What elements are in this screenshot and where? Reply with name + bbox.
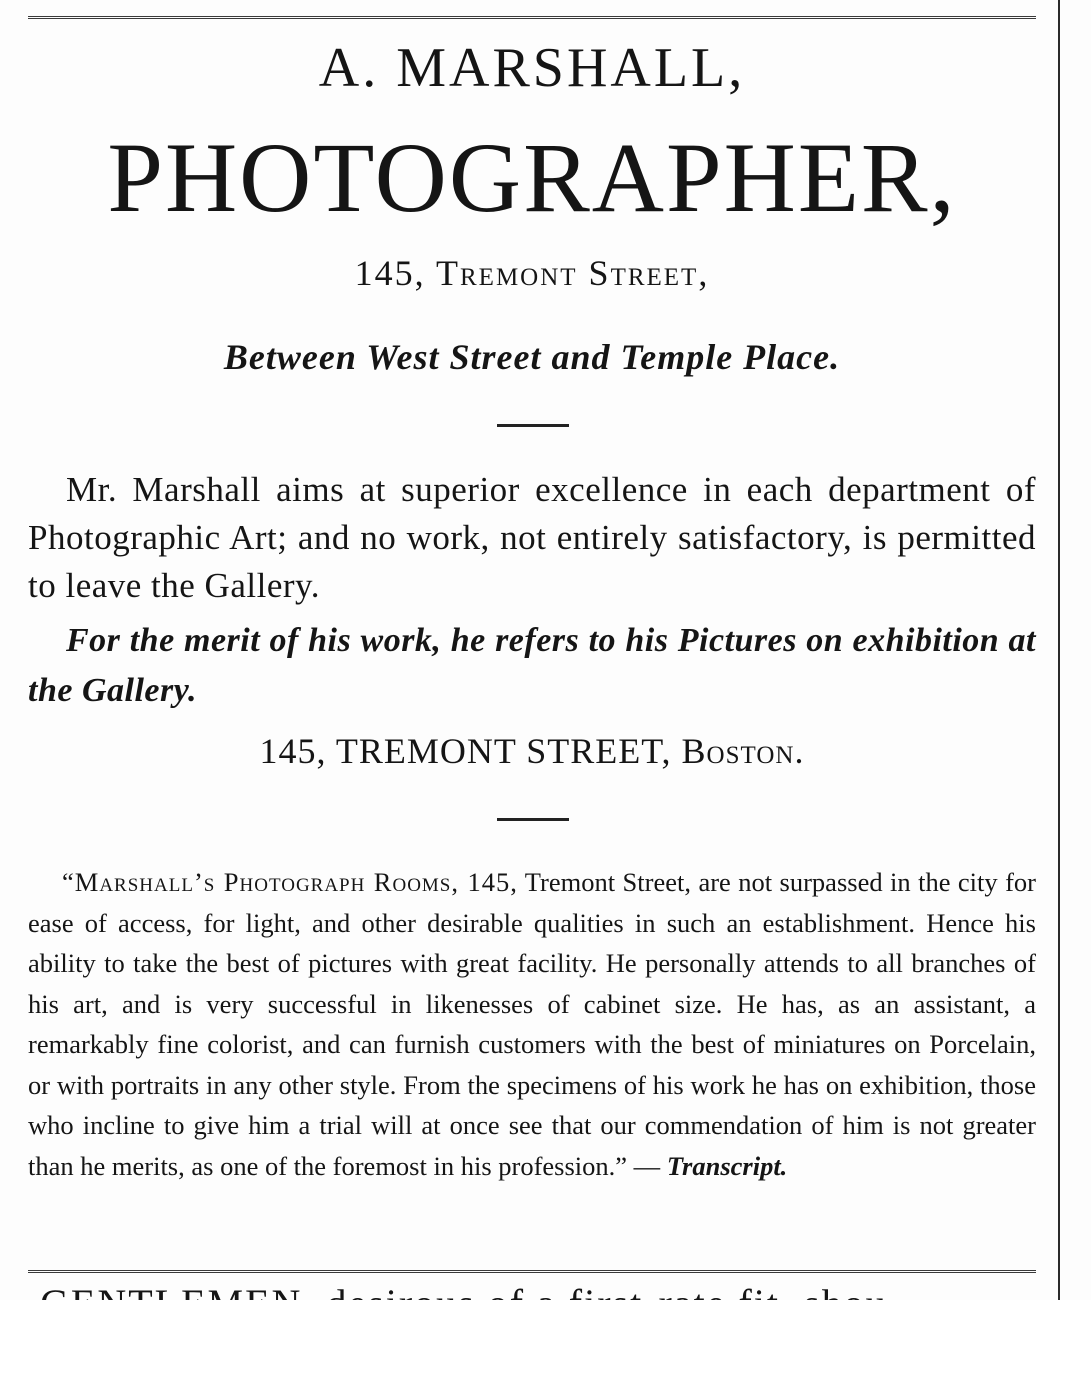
quote-source: Transcript. [666,1150,788,1181]
quote-body: Tremont Street, are not surpassed in the city for ease of access, for light, and other desirable qualities in such an establishment. Hence his ability to take the best of pictures with great facility. He personally attends to all branches of his art, and is very successful in likenesses of cabinet size. He has, as an assistant, a remarkably fine colorist, and can furnish customers with the best of miniatures on Porcelain, or with portraits in any other style. From the specimens of his work he has on exhibition, those who incline to give him a trial will at once see that our commendation of him is not greater than he merits, as one of the foremost in his profession.” — [28,867,1036,1181]
bottom-address [0,730,1064,772]
testimonial-quote [28,862,1036,1186]
advert-title: PHOTOGRAPHER, [107,122,957,233]
advertiser-name: A. MARSHALL, [318,37,746,99]
quote-opening: “Marshall’s Photograph Rooms, 145, [62,867,518,897]
next-advert-cutoff [40,1282,1040,1300]
section-divider [497,424,569,427]
section-divider [497,818,569,821]
bottom-double-rule [28,1270,1036,1273]
bottom-address-street: 145, TREMONT STREET, [259,731,682,771]
street-address: 145, Tremont Street, [354,253,710,293]
bottom-blank-strip [0,1300,1091,1390]
intro-paragraph: Mr. Marshall aims at superior excellence in each department of Photographic Art; and no work, not entirely satisfactory, is permitted to leave the Gallery. [28,470,1036,605]
merit-paragraph: For the merit of his work, he refers to his Pictures on exhibition at the Gallery. [28,622,1036,709]
top-double-rule [28,16,1036,19]
bottom-address-city: Boston. [681,731,805,771]
location-note: Between West Street and Temple Place. [223,337,841,377]
